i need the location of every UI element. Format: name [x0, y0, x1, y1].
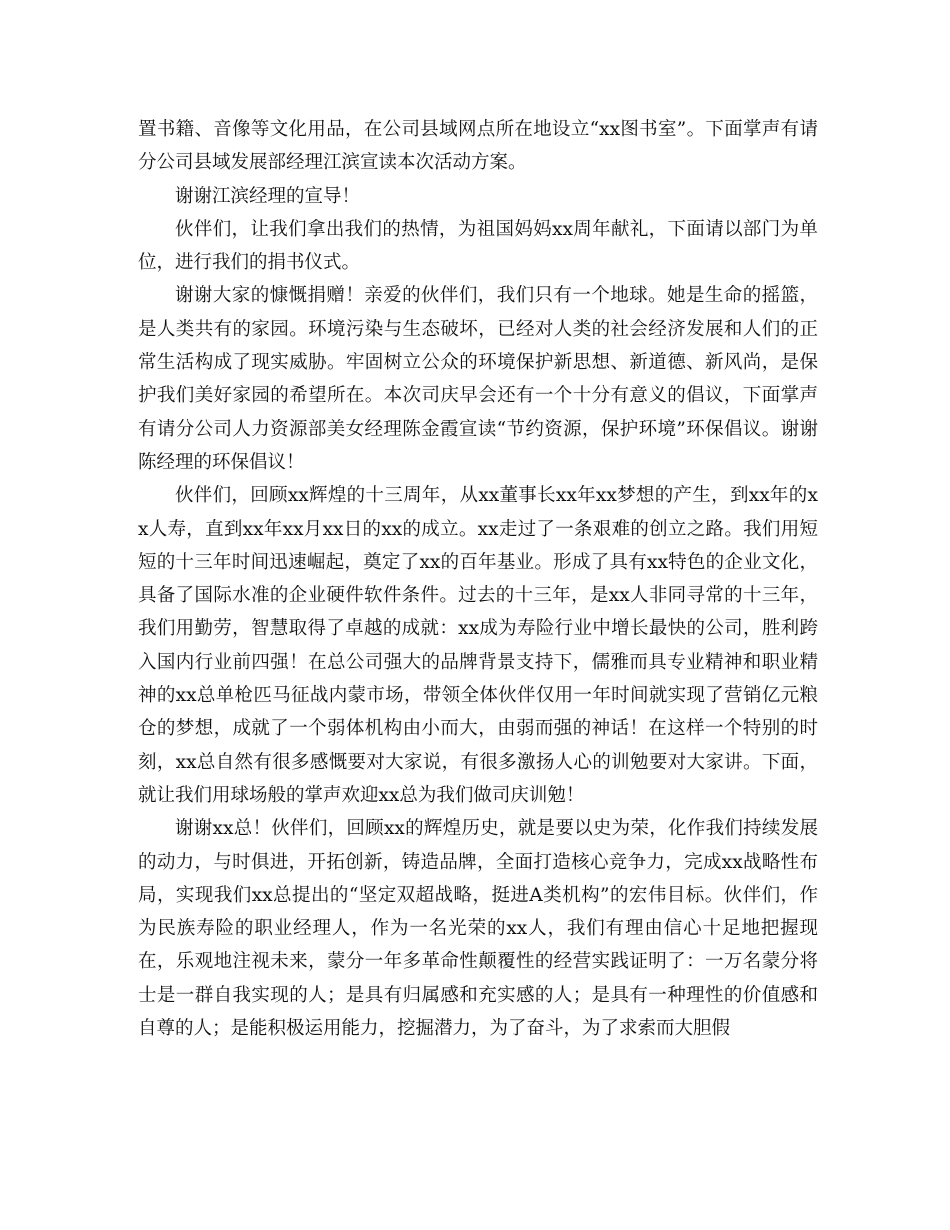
paragraph-environment-proposal: 谢谢大家的慷慨捐赠！亲爱的伙伴们，我们只有一个地球。她是生命的摇篮，是人类共有的家园。环境污染与生态破坏，已经对人类的社会经济发展和人们的正常生活构成了现实威胁。牢固树立公众的环境保护新思想、新道德、新风尚，是保护我们美好家园的希望所在。本次司庆早会还有一个十分有意义的倡议，下面掌声有请分公司人力资源部美女经理陈金霞宣读“节约资源，保护环境”环保倡议。谢谢陈经理的环保倡议！ — [138, 285, 818, 473]
paragraph-book-donation: 伙伴们，让我们拿出我们的热情，为祖国妈妈xx周年献礼，下面请以部门为单位，进行我们的捐书仪式。 — [138, 218, 818, 274]
paragraph-continued-intro: 置书籍、音像等文化用品，在公司县域网点所在地设立“xx图书室”。下面掌声有请分公司县域发展部经理江滨宣读本次活动方案。 — [138, 119, 818, 174]
paragraph-thanks-jiangbin: 谢谢江滨经理的宣导！ — [175, 185, 361, 207]
document-body — [138, 113, 818, 1045]
paragraph-thanks-xx: 谢谢xx总！伙伴们，回顾xx的辉煌历史，就是要以史为荣，化作我们持续发展的动力，与时俱进，开拓创新，铸造品牌，全面打造核心竞争力，完成xx战略性布局，实现我们xx总提出的“坚定双超战略，挺进A类机构”的宏伟目标。伙伴们，作为民族寿险的职业经理人，作为一名光荣的xx人，我们有理由信心十足地把握现在，乐观地注视未来，蒙分一年多革命性颠覆性的经营实践证明了：一万名蒙分将士是一群自我实现的人；是具有归属感和充实感的人；是具有一种理性的价值感和自尊的人；是能积极运用能力，挖掘潜力，为了奋斗，为了求索而大胆假 — [138, 818, 818, 1040]
paragraph-thirteen-years: 伙伴们，回顾xx辉煌的十三周年，从xx董事长xx年xx梦想的产生，到xx年的xx人寿，直到xx年xx月xx日的xx的成立。xx走过了一条艰难的创立之路。我们用短短的十三年时间迅速崛起，奠定了xx的百年基业。形成了具有xx特色的企业文化，具备了国际水准的企业硬件软件条件。过去的十三年，是xx人非同寻常的十三年，我们用勤劳，智慧取得了卓越的成就：xx成为寿险行业中增长最快的公司，胜利跨入国内行业前四强！在总公司强大的品牌背景支持下，儒雅而具专业精神和职业精神的xx总单枪匹马征战内蒙市场，带领全体伙伴仅用一年时间就实现了营销亿元粮仓的梦想，成就了一个弱体机构由小而大，由弱而强的神话！在这样一个特别的时刻，xx总自然有很多感慨要对大家说，有很多激扬人心的训勉要对大家讲。下面，就让我们用球场般的掌声欢迎xx总为我们做司庆训勉！ — [138, 485, 818, 806]
